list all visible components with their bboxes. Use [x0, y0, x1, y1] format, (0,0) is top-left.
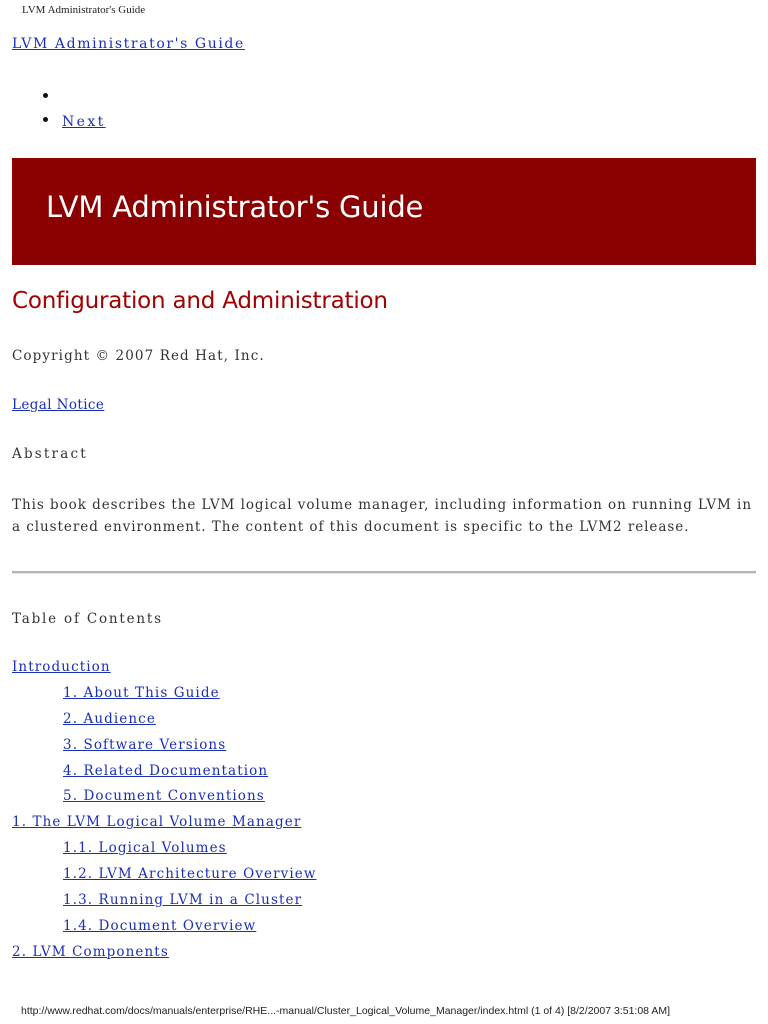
- toc-item: [12, 916, 317, 942]
- toc-item: [12, 761, 317, 787]
- page-header: LVM Administrator's Guide: [22, 4, 146, 16]
- nav-list: [12, 86, 106, 134]
- toc-link-introduction[interactable]: Introduction: [12, 659, 111, 675]
- toc-title: Table of Contents: [12, 611, 163, 627]
- toc-link-software-versions[interactable]: 3. Software Versions: [63, 736, 227, 753]
- toc-link-about-this-guide[interactable]: 1. About This Guide: [63, 684, 220, 701]
- banner-title: LVM Administrator's Guide: [46, 190, 424, 224]
- horizontal-divider: [12, 571, 756, 574]
- copyright-text: Copyright © 2007 Red Hat, Inc.: [12, 348, 265, 364]
- abstract-body: This book describes the LVM logical volume manager, including information on running LVM in a clustered environment. The content of this document is specific to the LVM2 release.: [12, 497, 752, 535]
- page-footer-url: http://www.redhat.com/docs/manuals/enterprise/RHE...-manual/Cluster_Logical_Volume_Manager/index.html (1 of 4) [8/2/2007 3:51:08 AM]: [21, 1005, 671, 1017]
- page-subtitle: Configuration and Administration: [12, 288, 388, 314]
- nav-item-empty: [12, 86, 106, 110]
- nav-item-next: [12, 110, 106, 134]
- toc-link-lvm-architecture-overview[interactable]: 1.2. LVM Architecture Overview: [63, 866, 317, 883]
- toc-link-lvm-logical-volume-manager[interactable]: 1. The LVM Logical Volume Manager: [12, 814, 302, 831]
- toc-link-document-conventions[interactable]: 5. Document Conventions: [63, 788, 265, 805]
- toc-item: [12, 890, 317, 916]
- table-of-contents: [12, 657, 317, 968]
- toc-link-running-lvm-in-a-cluster[interactable]: 1.3. Running LVM in a Cluster: [63, 892, 303, 909]
- toc-link-related-documentation[interactable]: 4. Related Documentation: [63, 762, 269, 779]
- toc-item: [12, 786, 317, 812]
- toc-item: [12, 657, 317, 683]
- bullet-icon: [43, 93, 48, 98]
- toc-item: [12, 683, 317, 709]
- top-guide-link[interactable]: LVM Administrator's Guide: [12, 36, 245, 52]
- toc-item: [12, 735, 317, 761]
- abstract-title: Abstract: [12, 446, 88, 462]
- toc-link-document-overview[interactable]: 1.4. Document Overview: [63, 917, 257, 934]
- toc-item: [12, 942, 317, 968]
- toc-item: [12, 864, 317, 890]
- title-banner: [12, 158, 756, 265]
- toc-item: [12, 838, 317, 864]
- toc-link-logical-volumes[interactable]: 1.1. Logical Volumes: [63, 840, 227, 857]
- bullet-icon: [43, 117, 48, 122]
- toc-link-lvm-components[interactable]: 2. LVM Components: [12, 943, 169, 960]
- next-link[interactable]: Next: [62, 114, 106, 130]
- toc-item: [12, 709, 317, 735]
- legal-notice-link[interactable]: Legal Notice: [12, 397, 105, 413]
- toc-item: [12, 812, 317, 838]
- toc-link-audience[interactable]: 2. Audience: [63, 710, 156, 727]
